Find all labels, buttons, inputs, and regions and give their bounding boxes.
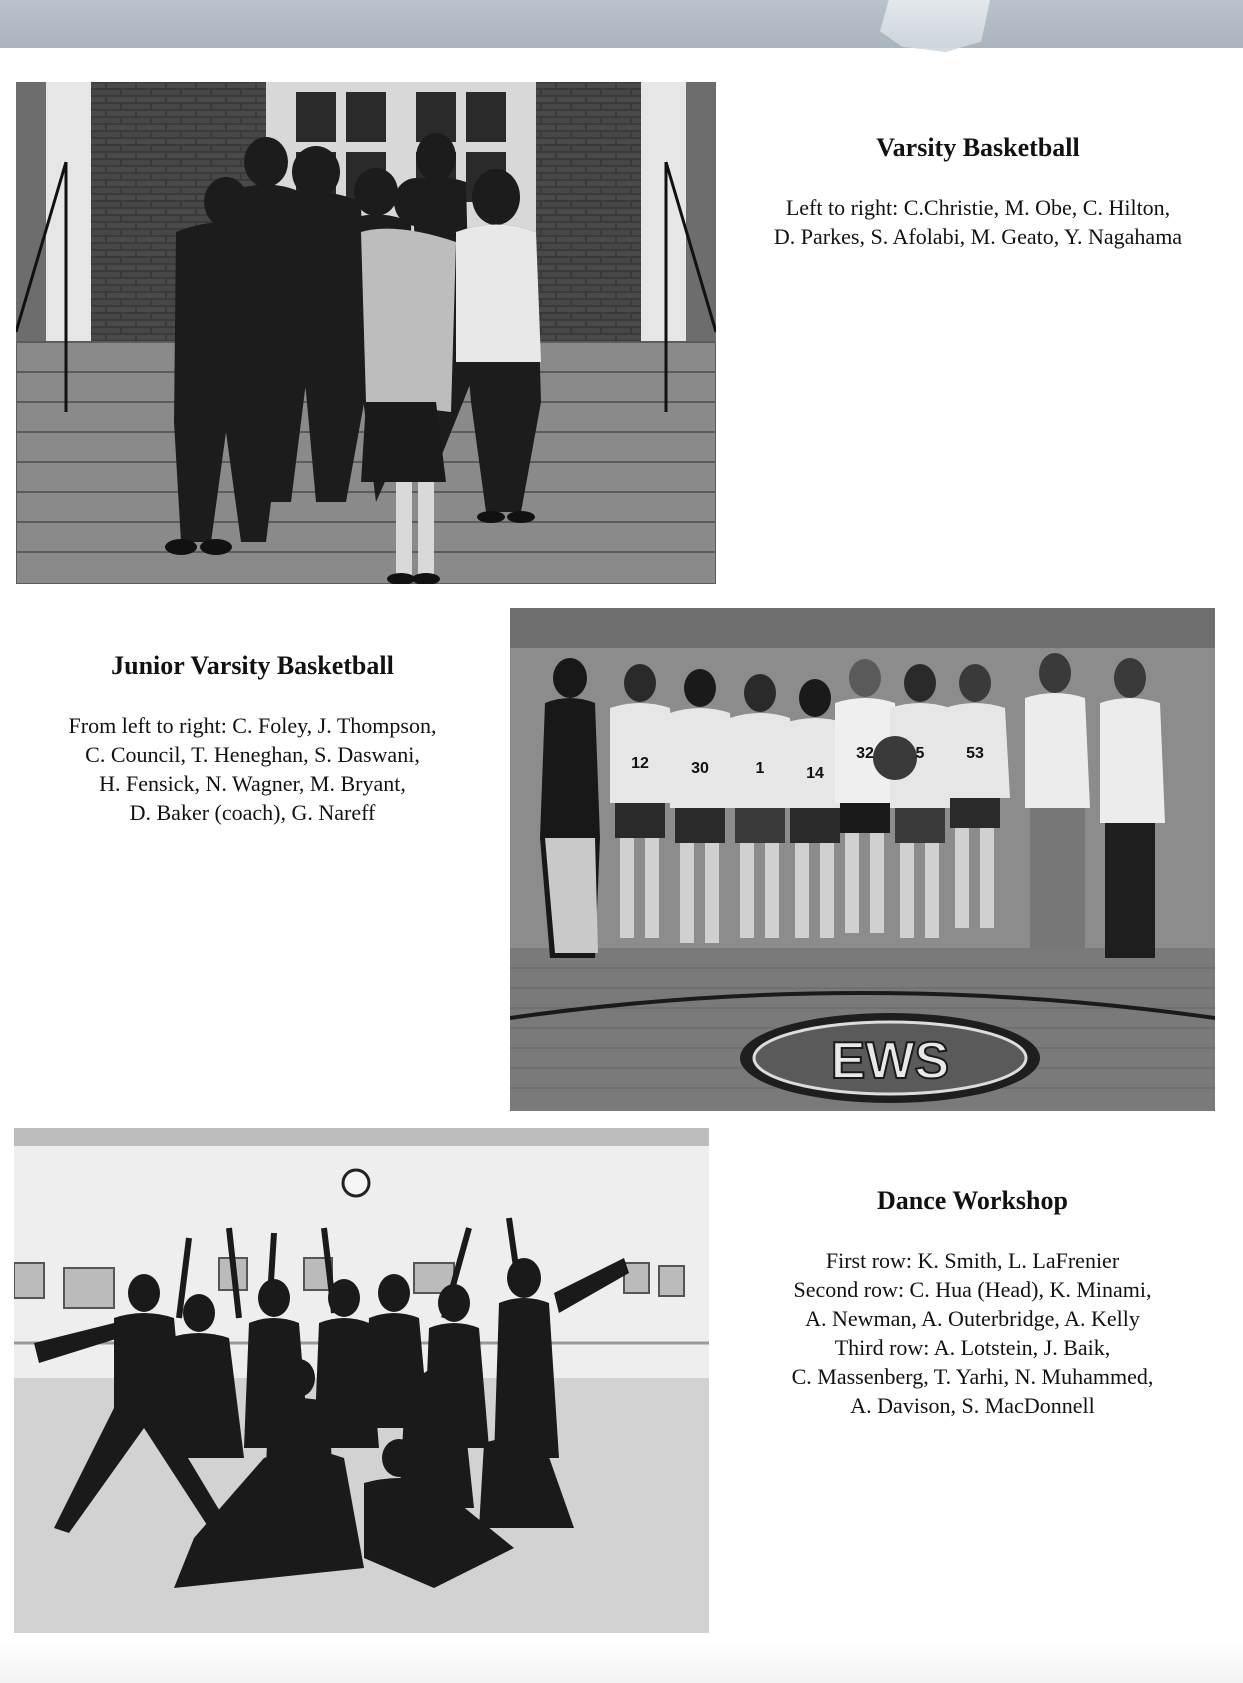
varsity-basketball-photo (16, 82, 716, 584)
jv-caption-line: From left to right: C. Foley, J. Thompson, (68, 713, 437, 739)
varsity-caption-line: D. Parkes, S. Afolabi, M. Geato, Y. Nagahama (773, 224, 1183, 250)
scan-top-band (0, 0, 1243, 48)
jersey-number: 1 (755, 760, 765, 777)
dance-caption-line: Third row: A. Lotstein, J. Baik, (834, 1335, 1111, 1361)
dance-caption-line: Second row: C. Hua (Head), K. Minami, (793, 1277, 1152, 1303)
jersey-number: 30 (691, 760, 709, 777)
jv-caption-line: H. Fensick, N. Wagner, M. Bryant, (99, 771, 406, 797)
dance-caption-line: A. Davison, S. MacDonnell (850, 1393, 1095, 1419)
varsity-title: Varsity Basketball (876, 133, 1080, 162)
dance-caption (725, 1185, 1220, 1420)
dance-workshop-photo (14, 1128, 709, 1633)
dance-title: Dance Workshop (877, 1186, 1068, 1215)
varsity-caption (728, 132, 1228, 251)
scan-bottom-edge (0, 1640, 1243, 1683)
jv-caption-line: D. Baker (coach), G. Nareff (129, 800, 376, 826)
dance-caption-line: First row: K. Smith, L. LaFrenier (825, 1248, 1120, 1274)
ews-floor-logo: EWS (830, 1032, 950, 1090)
jersey-number: 14 (806, 765, 824, 782)
jersey-number: 12 (631, 755, 649, 772)
dance-caption-line: A. Newman, A. Outerbridge, A. Kelly (805, 1306, 1140, 1332)
jv-caption (20, 650, 485, 827)
jv-title: Junior Varsity Basketball (111, 651, 394, 680)
jersey-number: 32 (856, 745, 874, 762)
jersey-number: 5 (915, 745, 925, 762)
jv-caption-line: C. Council, T. Heneghan, S. Daswani, (85, 742, 420, 768)
junior-varsity-basketball-photo (510, 608, 1215, 1111)
jersey-number: 53 (966, 745, 984, 762)
dance-caption-line: C. Massenberg, T. Yarhi, N. Muhammed, (791, 1364, 1154, 1390)
varsity-caption-line: Left to right: C.Christie, M. Obe, C. Hilton, (785, 195, 1171, 221)
